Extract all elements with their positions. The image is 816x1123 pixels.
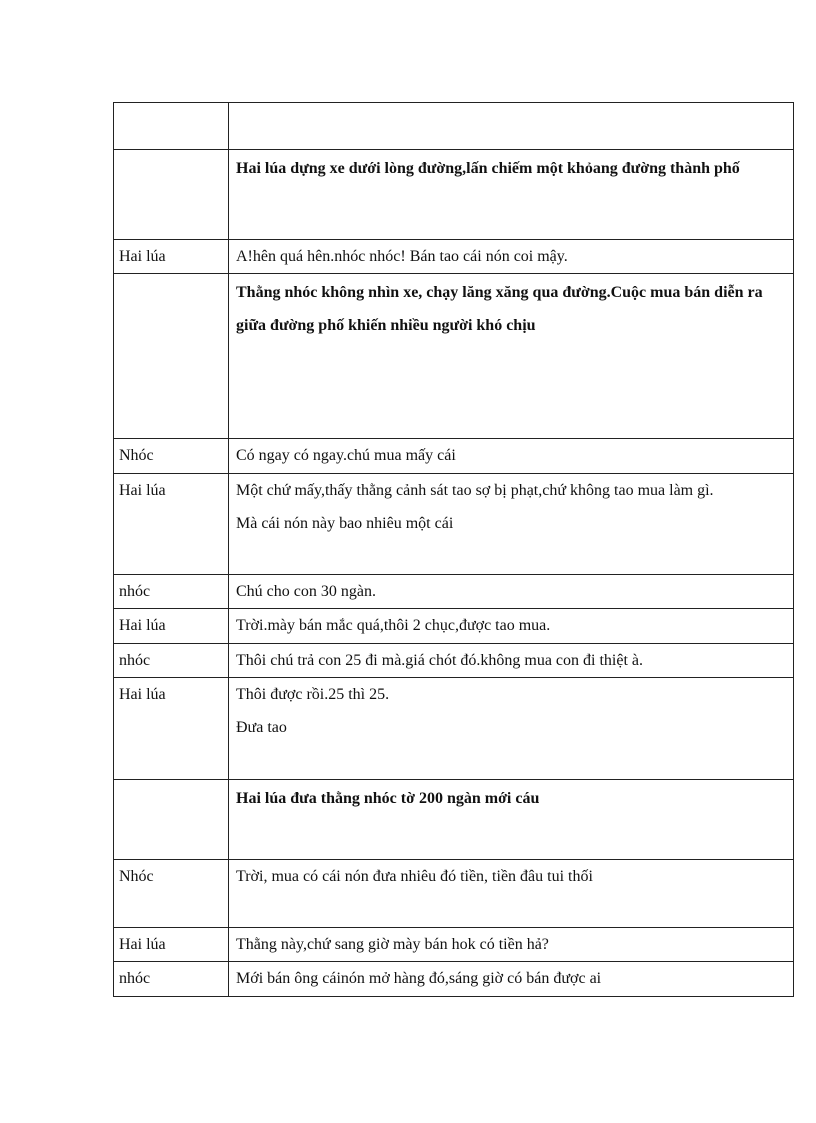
speaker-name: Nhóc: [119, 447, 154, 464]
table-row: [114, 240, 794, 274]
table-row: [114, 609, 794, 644]
stage-direction-cell: [229, 274, 794, 439]
dialogue-cell: [229, 474, 794, 575]
table-row: [114, 439, 794, 474]
speaker-name: Hai lúa: [119, 248, 166, 265]
dialogue-cell: [229, 678, 794, 780]
script-table: [113, 102, 794, 997]
dialogue-text: Thằng này,chứ sang giờ mày bán hok có tiền hả?: [236, 936, 549, 953]
table-row: [114, 150, 794, 240]
dialogue-text: Mà cái nón này bao nhiêu một cái: [236, 515, 454, 532]
dialogue-text: Trời, mua có cái nón đưa nhiêu đó tiền, tiền đâu tui thối: [236, 868, 593, 885]
table-row: [114, 678, 794, 780]
dialogue-text: Trời.mày bán mắc quá,thôi 2 chục,được tao mua.: [236, 617, 551, 634]
speaker-cell: [114, 274, 229, 439]
dialogue-cell: [229, 860, 794, 928]
stage-direction-text: Hai lúa dựng xe dưới lòng đường,lấn chiếm một khỏang đường thành phố: [236, 160, 740, 177]
table-row: [114, 860, 794, 928]
table-row: [114, 928, 794, 962]
table-row: [114, 474, 794, 575]
speaker-name: nhóc: [119, 970, 151, 987]
dialogue-cell: [229, 575, 794, 609]
speaker-cell: [114, 474, 229, 575]
speaker-name: Nhóc: [119, 868, 154, 885]
dialogue-text: Có ngay có ngay.chú mua mấy cái: [236, 447, 456, 464]
speaker-cell: [114, 678, 229, 780]
dialogue-text: A!hên quá hên.nhóc nhóc! Bán tao cái nón coi mậy.: [236, 248, 568, 265]
speaker-cell: [114, 928, 229, 962]
speaker-cell: [114, 575, 229, 609]
dialogue-cell: [229, 103, 794, 150]
stage-direction-cell: [229, 780, 794, 860]
dialogue-cell: [229, 928, 794, 962]
speaker-cell: [114, 609, 229, 644]
dialogue-cell: [229, 644, 794, 678]
dialogue-cell: [229, 240, 794, 274]
dialogue-text: Mới bán ông cáinón mở hàng đó,sáng giờ có bán được ai: [236, 970, 602, 987]
speaker-cell: [114, 780, 229, 860]
stage-direction-text: Thằng nhóc không nhìn xe, chạy lăng xăng qua đường.Cuộc mua bán diễn ra giữa đường phố khiến nhiều người khó chịu: [236, 284, 763, 334]
speaker-cell: [114, 240, 229, 274]
dialogue-cell: [229, 962, 794, 997]
dialogue-cell: [229, 609, 794, 644]
table-row: [114, 644, 794, 678]
table-row: [114, 274, 794, 439]
dialogue-text: Chú cho con 30 ngàn.: [236, 583, 376, 600]
dialogue-cell: [229, 439, 794, 474]
dialogue-text: Một chứ mấy,thấy thằng cảnh sát tao sợ bị phạt,chứ không tao mua làm gì.: [236, 482, 714, 499]
dialogue-text: Thôi được rồi.25 thì 25.: [236, 686, 390, 703]
table-row: [114, 103, 794, 150]
table-row: [114, 962, 794, 997]
table-row: [114, 575, 794, 609]
speaker-cell: [114, 150, 229, 240]
speaker-name: Hai lúa: [119, 686, 166, 703]
speaker-name: Hai lúa: [119, 482, 166, 499]
speaker-cell: [114, 644, 229, 678]
dialogue-text: Thôi chú trả con 25 đi mà.giá chót đó.không mua con đi thiệt à.: [236, 652, 644, 669]
speaker-cell: [114, 439, 229, 474]
speaker-name: nhóc: [119, 583, 151, 600]
stage-direction-text: Hai lúa đưa thằng nhóc tờ 200 ngàn mới cáu: [236, 790, 540, 807]
speaker-name: nhóc: [119, 652, 151, 669]
table-row: [114, 780, 794, 860]
speaker-cell: [114, 962, 229, 997]
speaker-name: Hai lúa: [119, 936, 166, 953]
stage-direction-cell: [229, 150, 794, 240]
speaker-name: Hai lúa: [119, 617, 166, 634]
dialogue-text: Đưa tao: [236, 719, 287, 736]
speaker-cell: [114, 860, 229, 928]
speaker-cell: [114, 103, 229, 150]
